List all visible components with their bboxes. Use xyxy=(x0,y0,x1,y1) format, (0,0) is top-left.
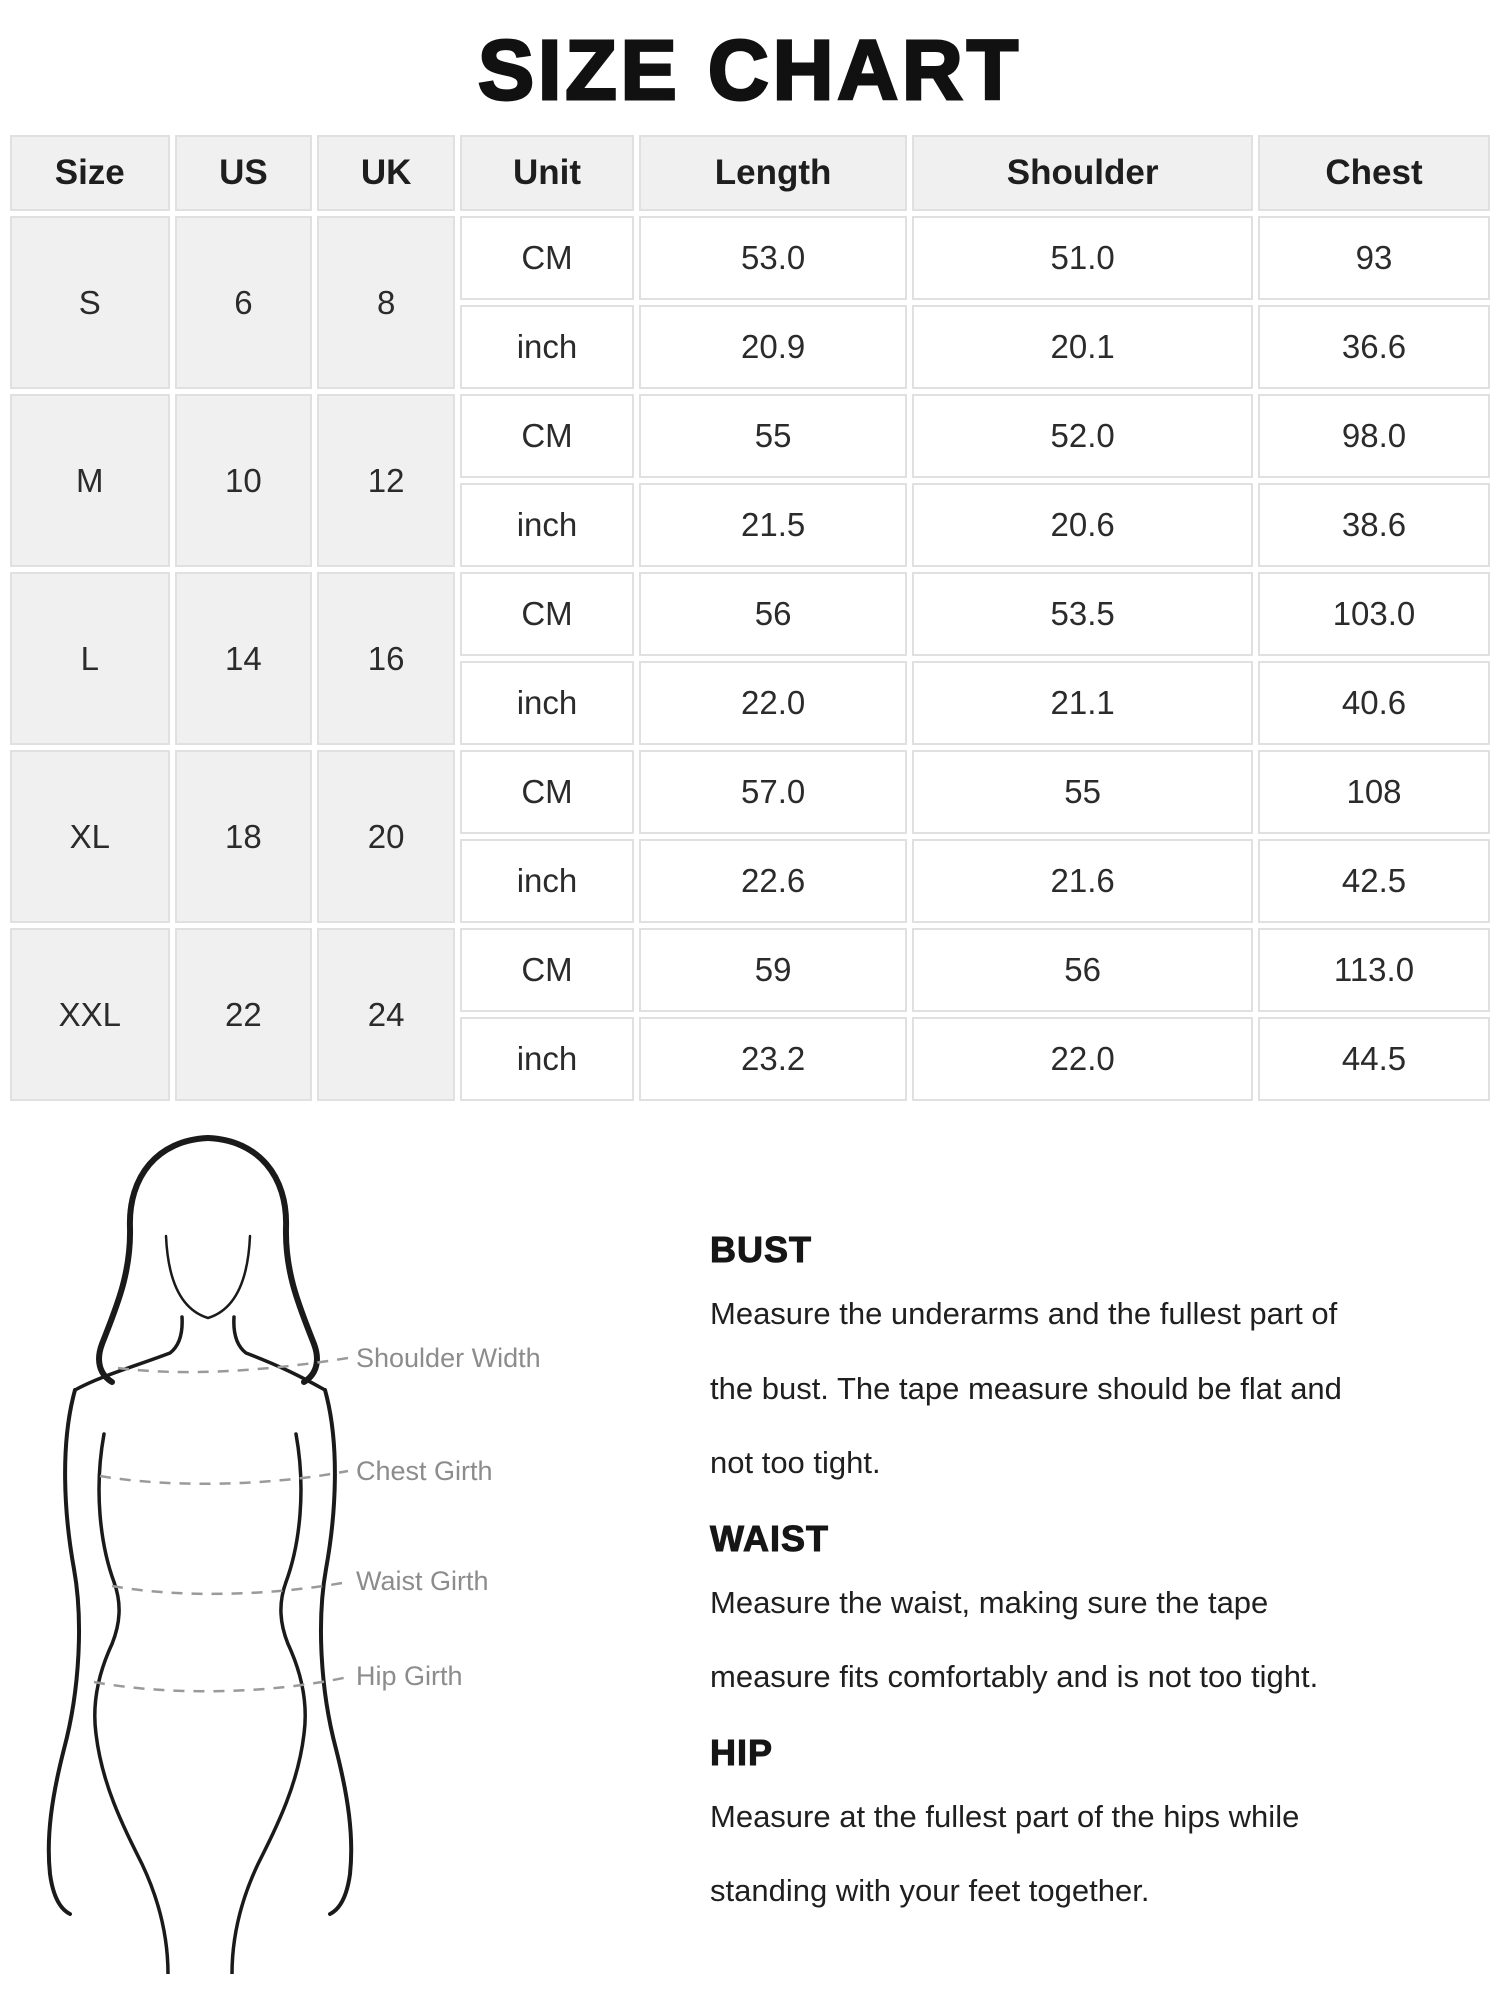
table-row xyxy=(10,750,1490,834)
shoulder-cell: 22.0 xyxy=(912,1017,1253,1101)
shoulder-width-label: Shoulder Width xyxy=(356,1343,541,1374)
hip-guide-line xyxy=(94,1677,348,1691)
column-header-shoulder: Shoulder xyxy=(912,135,1253,211)
unit-cell: CM xyxy=(460,394,634,478)
bust-instruction-text: Measure the underarms and the fullest part of the bust. The tape measure should be flat and not too tight. xyxy=(710,1296,1342,1481)
size-cell: XL xyxy=(10,750,170,923)
chest-cell: 93 xyxy=(1258,216,1490,300)
unit-cell: inch xyxy=(460,1017,634,1101)
hip-instruction-text: Measure at the fullest part of the hips while standing with your feet together. xyxy=(710,1798,1300,1909)
length-cell: 56 xyxy=(639,572,907,656)
length-cell: 21.5 xyxy=(639,483,907,567)
waist-guide-line xyxy=(112,1582,348,1594)
shoulder-cell: 53.5 xyxy=(912,572,1253,656)
body-diagram xyxy=(0,1124,700,1974)
table-row xyxy=(10,216,1490,300)
size-cell: M xyxy=(10,394,170,567)
page-title: SIZE CHART xyxy=(478,23,1022,117)
chest-cell: 36.6 xyxy=(1258,305,1490,389)
measurement-guide-section xyxy=(0,1124,1500,1974)
length-cell: 22.0 xyxy=(639,661,907,745)
column-header-unit: Unit xyxy=(460,135,634,211)
waist-girth-label: Waist Girth xyxy=(356,1566,489,1597)
chest-guide-line xyxy=(100,1471,348,1484)
unit-cell: CM xyxy=(460,928,634,1012)
length-cell: 22.6 xyxy=(639,839,907,923)
unit-cell: inch xyxy=(460,305,634,389)
shoulder-cell: 20.6 xyxy=(912,483,1253,567)
length-cell: 55 xyxy=(639,394,907,478)
size-chart-table xyxy=(5,130,1495,1106)
length-cell: 20.9 xyxy=(639,305,907,389)
chest-cell: 42.5 xyxy=(1258,839,1490,923)
shoulder-cell: 56 xyxy=(912,928,1253,1012)
column-header-chest: Chest xyxy=(1258,135,1490,211)
column-header-us: US xyxy=(175,135,313,211)
size-cell: L xyxy=(10,572,170,745)
unit-cell: CM xyxy=(460,572,634,656)
size-cell: S xyxy=(10,216,170,389)
bust-heading: BUST xyxy=(710,1229,812,1271)
chest-cell: 103.0 xyxy=(1258,572,1490,656)
column-header-size: Size xyxy=(10,135,170,211)
uk-cell: 16 xyxy=(317,572,455,745)
measurement-instructions xyxy=(700,1124,1500,1974)
table-row xyxy=(10,928,1490,1012)
hip-heading: HIP xyxy=(710,1731,774,1773)
column-header-length: Length xyxy=(639,135,907,211)
length-cell: 59 xyxy=(639,928,907,1012)
chest-cell: 40.6 xyxy=(1258,661,1490,745)
size-cell: XXL xyxy=(10,928,170,1101)
table-row xyxy=(10,394,1490,478)
unit-cell: inch xyxy=(460,839,634,923)
unit-cell: CM xyxy=(460,750,634,834)
unit-cell: CM xyxy=(460,216,634,300)
uk-cell: 8 xyxy=(317,216,455,389)
uk-cell: 24 xyxy=(317,928,455,1101)
chest-cell: 113.0 xyxy=(1258,928,1490,1012)
length-cell: 23.2 xyxy=(639,1017,907,1101)
uk-cell: 12 xyxy=(317,394,455,567)
chest-girth-label: Chest Girth xyxy=(356,1456,493,1487)
waist-heading: WAIST xyxy=(710,1517,829,1559)
length-cell: 57.0 xyxy=(639,750,907,834)
length-cell: 53.0 xyxy=(639,216,907,300)
shoulder-cell: 21.6 xyxy=(912,839,1253,923)
chest-cell: 108 xyxy=(1258,750,1490,834)
header-row xyxy=(10,135,1490,211)
shoulder-cell: 55 xyxy=(912,750,1253,834)
us-cell: 6 xyxy=(175,216,313,389)
hip-girth-label: Hip Girth xyxy=(356,1661,463,1692)
unit-cell: inch xyxy=(460,483,634,567)
table-row xyxy=(10,572,1490,656)
us-cell: 22 xyxy=(175,928,313,1101)
shoulder-cell: 20.1 xyxy=(912,305,1253,389)
unit-cell: inch xyxy=(460,661,634,745)
us-cell: 10 xyxy=(175,394,313,567)
female-silhouette-diagram xyxy=(0,1124,700,1974)
uk-cell: 20 xyxy=(317,750,455,923)
shoulder-cell: 51.0 xyxy=(912,216,1253,300)
shoulder-cell: 21.1 xyxy=(912,661,1253,745)
chest-cell: 98.0 xyxy=(1258,394,1490,478)
column-header-uk: UK xyxy=(317,135,455,211)
waist-instruction-text: Measure the waist, making sure the tape measure fits comfortably and is not too tight. xyxy=(710,1584,1319,1695)
shoulder-cell: 52.0 xyxy=(912,394,1253,478)
us-cell: 14 xyxy=(175,572,313,745)
size-chart-table-wrap xyxy=(5,130,1495,1106)
us-cell: 18 xyxy=(175,750,313,923)
chest-cell: 38.6 xyxy=(1258,483,1490,567)
chest-cell: 44.5 xyxy=(1258,1017,1490,1101)
